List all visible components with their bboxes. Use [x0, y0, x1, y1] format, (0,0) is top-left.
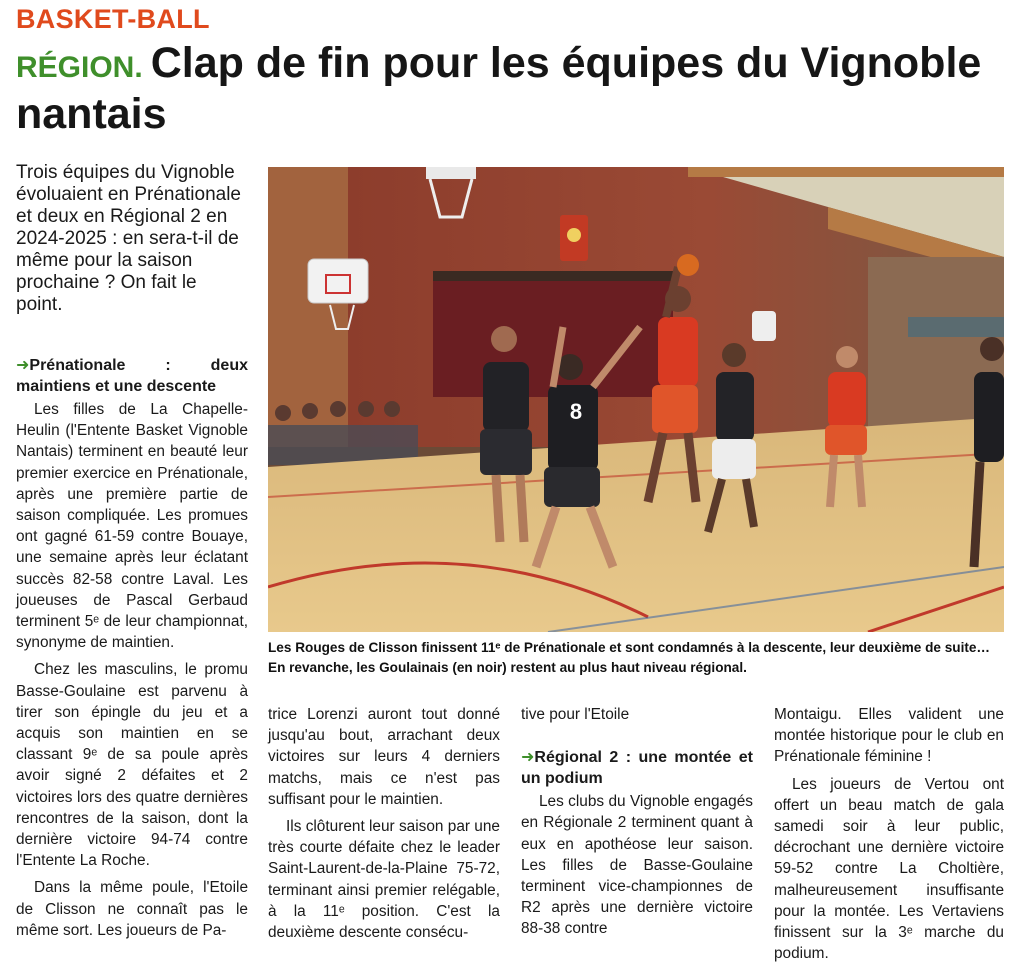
section-heading-prenationale — [16, 355, 248, 397]
lead-paragraph: Trois équipes du Vignoble évoluaient en Prénationale et deux en Régional 2 en 2024-2025 : en sera-t-il de même pour la saison prochaine ? On fait le point. — [16, 162, 242, 315]
headline-title: Clap de fin pour les équipes du Vignoble nantais — [16, 39, 982, 138]
paragraph: tive pour l'Etoile — [521, 706, 630, 723]
column-2 — [268, 704, 500, 943]
paragraph: Dans la même poule, l'Etoile de Clisson ne connaît pas le même sort. Les joueurs de Pa- — [16, 879, 248, 939]
jersey-number: 8 — [569, 399, 583, 424]
column-1 — [16, 355, 248, 941]
rubric-label: BASKET-BALL — [16, 4, 210, 34]
paragraph: Ils clôturent leur saison par une très courte défaite chez le leader Saint-Laurent-de-la-Plaine 75-72, terminant ainsi premier relégable, à la 11ᵉ position. C'est la deuxième descente consécu- — [268, 818, 500, 942]
headline — [16, 40, 1006, 138]
paragraph: Montaigu. Elles valident une montée historique pour le club en Prénationale féminine ! — [774, 706, 1004, 766]
paragraph: trice Lorenzi auront tout donné jusqu'au bout, arrachant deux victoires sur leurs 4 derniers matchs, mais ce n'est pas suffisant pour le maintien. — [268, 706, 500, 808]
paragraph: Les filles de La Chapelle-Heulin (l'Entente Basket Vignoble Nantais) terminent en beauté leur premier exercice en Prénationale, après une première partie de saison compliquée. Les promues ont gagné 61-59 contre Bouaye, une semaine après leur éclatant succès 82-58 contre Laval. Les joueuses de Pascal Gerbaud terminent 5ᵉ de leur championnat, synonyme de maintien. — [16, 401, 248, 652]
section-heading-text: Régional 2 : une montée et un podium — [521, 749, 753, 788]
photo-caption: Les Rouges de Clisson finissent 11ᵉ de Prénationale et sont condamnés à la descente, leur deuxième de suite… En revanche, les Goulainais (en noir) restent au plus haut niveau régional. — [268, 640, 991, 675]
paragraph: Chez les masculins, le promu Basse-Goulaine est parvenu à tirer son épingle du jeu et a acquis son maintien en se classant 9ᵉ de sa poule après avoir signé 2 défaites et 2 victoires lors des quatre dernières rencontres de la saison, dont la dernière victoire 94-74 contre l'Entente La Roche. — [16, 661, 248, 870]
region-label: RÉGION. — [16, 51, 143, 84]
arrow-right-icon: ➜ — [16, 357, 30, 374]
paragraph: Les clubs du Vignoble engagés en Régionale 2 terminent quant à eux en apothéose leur saison. Les filles de Basse-Goulaine terminent vice-championnes de R2 après une dernière victoire 88-38 contre — [521, 793, 753, 938]
section-heading-regional — [521, 747, 753, 789]
column-3 — [521, 704, 753, 940]
arrow-right-icon: ➜ — [521, 749, 535, 767]
section-heading-text: Prénationale : deux maintiens et une descente — [16, 357, 248, 395]
paragraph: Les joueurs de Vertou ont offert un beau match de gala samedi soir à leur public, décrochant une dernière victoire 59-52 contre La Choltière, malheureusement insuffisante pour la montée. Les Vertaviens finissent sur la 3ᵉ marche du podium. — [774, 775, 1004, 963]
column-4 — [774, 704, 1004, 964]
basketball-photo — [268, 167, 1004, 632]
